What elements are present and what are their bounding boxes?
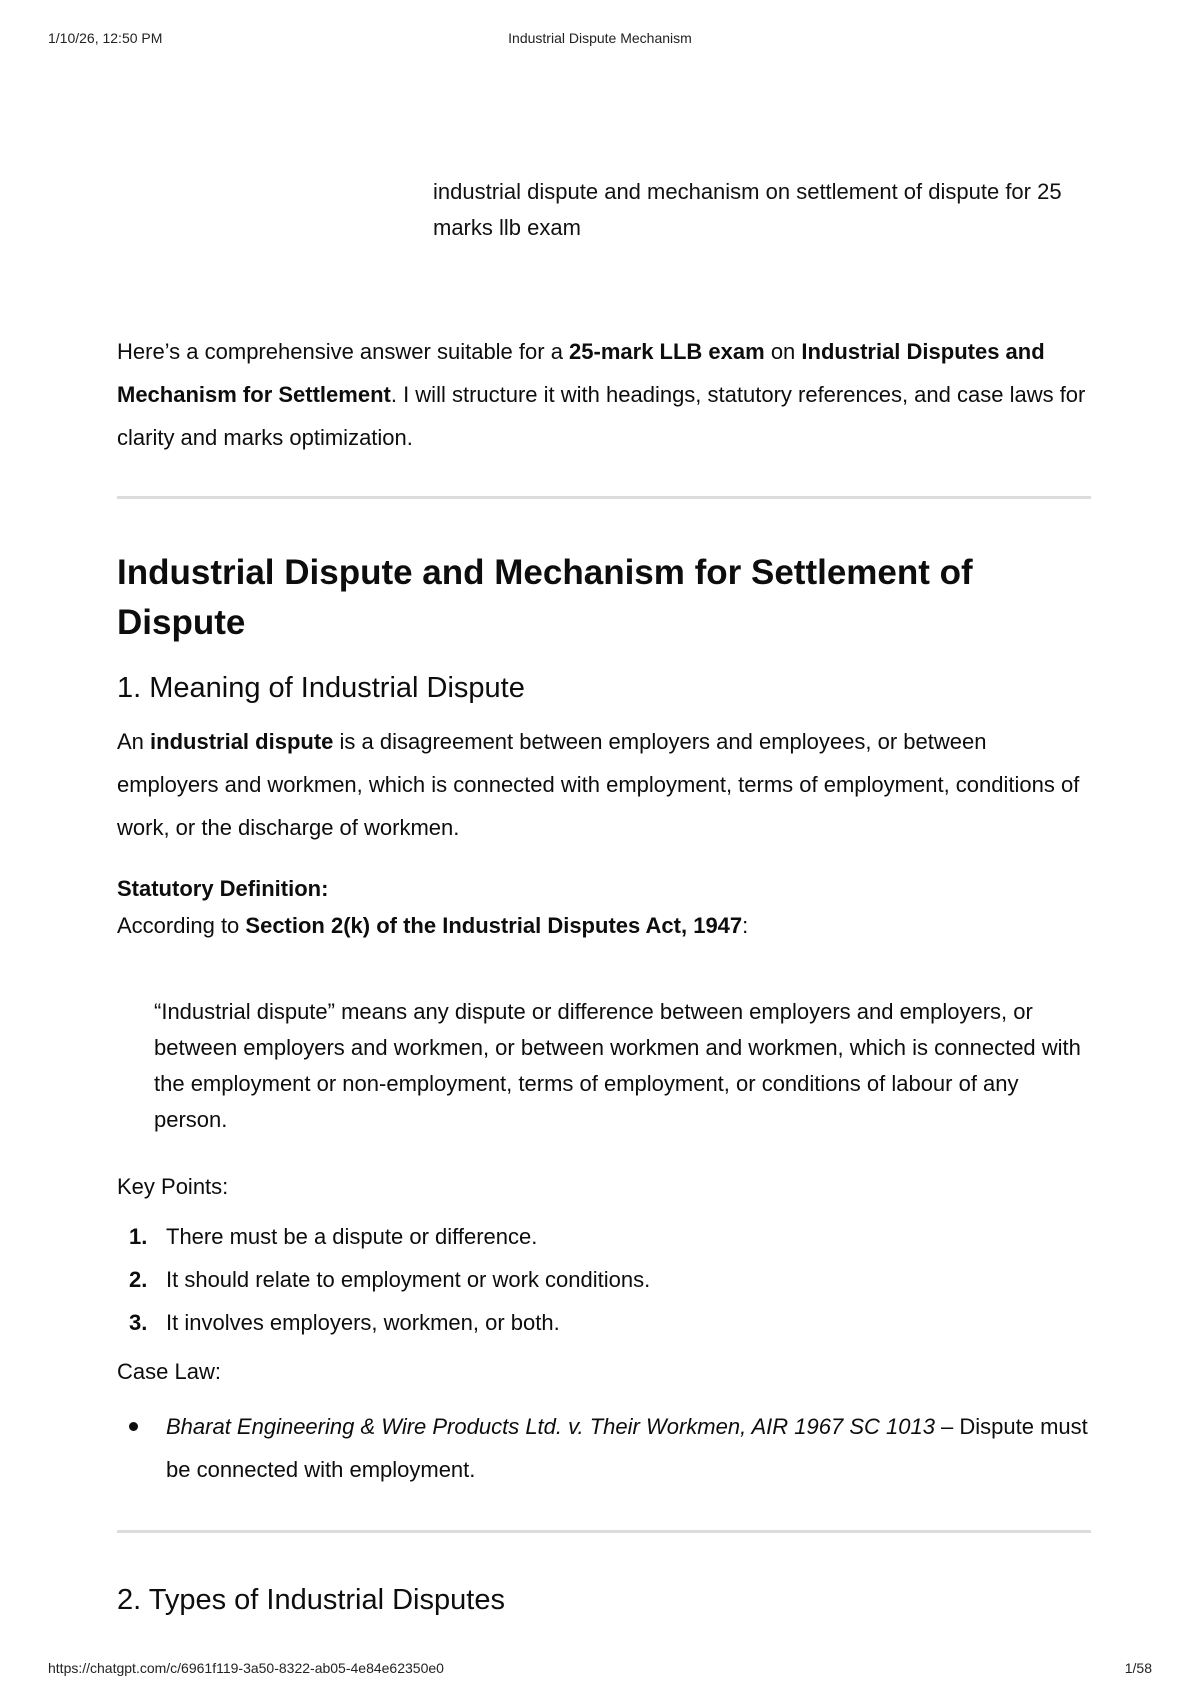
- case-law-list: [117, 1405, 1091, 1491]
- case-law-label: Case Law:: [117, 1359, 221, 1384]
- intro-text-3: . I will structure it with headings, statutory references, and case laws for clarity and marks optimization.: [117, 382, 1086, 450]
- section-heading-types: 2. Types of Industrial Disputes: [117, 1584, 505, 1616]
- meaning-paragraph: [117, 720, 1091, 849]
- section-heading-meaning: 1. Meaning of Industrial Dispute: [117, 672, 525, 704]
- intro-text-2: on: [764, 339, 802, 364]
- section-divider: [117, 496, 1091, 499]
- list-item: [117, 1222, 650, 1265]
- section-reference: Section 2(k) of the Industrial Disputes Act, 1947: [245, 913, 743, 938]
- list-item-text: It should relate to employment or work conditions.: [166, 1267, 651, 1292]
- intro-bold-topic: Industrial Disputes and Mechanism for Settlement: [117, 339, 1045, 407]
- user-message: industrial dispute and mechanism on settlement of dispute for 25 marks llb exam: [433, 179, 1062, 240]
- according-prefix: According to: [117, 913, 246, 938]
- section-divider: [117, 1530, 1091, 1533]
- list-number: 1.: [129, 1224, 148, 1249]
- meaning-prefix: An: [117, 729, 151, 754]
- print-datetime: 1/10/26, 12:50 PM: [48, 30, 163, 46]
- meaning-bold-term: industrial dispute: [150, 729, 334, 754]
- print-page-number: 1/58: [1124, 1660, 1152, 1676]
- list-number: 2.: [129, 1267, 148, 1292]
- assistant-intro: [117, 330, 1091, 459]
- key-points-label: Key Points:: [117, 1174, 229, 1199]
- case-holding: – Dispute must be connected with employment.: [166, 1414, 1088, 1482]
- list-item: [117, 1265, 650, 1308]
- print-header: [0, 30, 1200, 50]
- print-title: Industrial Dispute Mechanism: [508, 30, 692, 46]
- bullet-icon: [129, 1422, 138, 1431]
- print-footer: [0, 1660, 1200, 1680]
- list-item-text: There must be a dispute or difference.: [166, 1224, 538, 1249]
- list-item-text: It involves employers, workmen, or both.: [166, 1310, 560, 1335]
- intro-text-1: Here’s a comprehensive answer suitable for a: [117, 339, 570, 364]
- list-item: [117, 1405, 1091, 1491]
- print-url: https://chatgpt.com/c/6961f119-3a50-8322-ab05-4e84e62350e0: [48, 1660, 444, 1676]
- key-points-list: [117, 1222, 650, 1351]
- statutory-quote: “Industrial dispute” means any dispute or difference between employers and employers, or between employers and workmen, or between workmen and workmen, which is connected with the employment or non-employment, terms of employment, or conditions of labour of any person.: [154, 999, 1081, 1132]
- case-citation: Bharat Engineering & Wire Products Ltd. v. Their Workmen, AIR 1967 SC 1013: [166, 1414, 935, 1439]
- statutory-definition-label: Statutory Definition:: [117, 876, 329, 901]
- list-number: 3.: [129, 1310, 148, 1335]
- intro-bold-marks: 25-mark LLB exam: [569, 339, 765, 364]
- according-suffix: :: [742, 913, 749, 938]
- main-heading: Industrial Dispute and Mechanism for Settlement of Dispute: [117, 553, 973, 642]
- meaning-rest: is a disagreement between employers and employees, or between employers and workmen, which is connected with employment, terms of employment, conditions of work, or the discharge of workmen.: [117, 729, 1080, 840]
- list-item: [117, 1308, 650, 1351]
- according-to-line: [117, 911, 1091, 941]
